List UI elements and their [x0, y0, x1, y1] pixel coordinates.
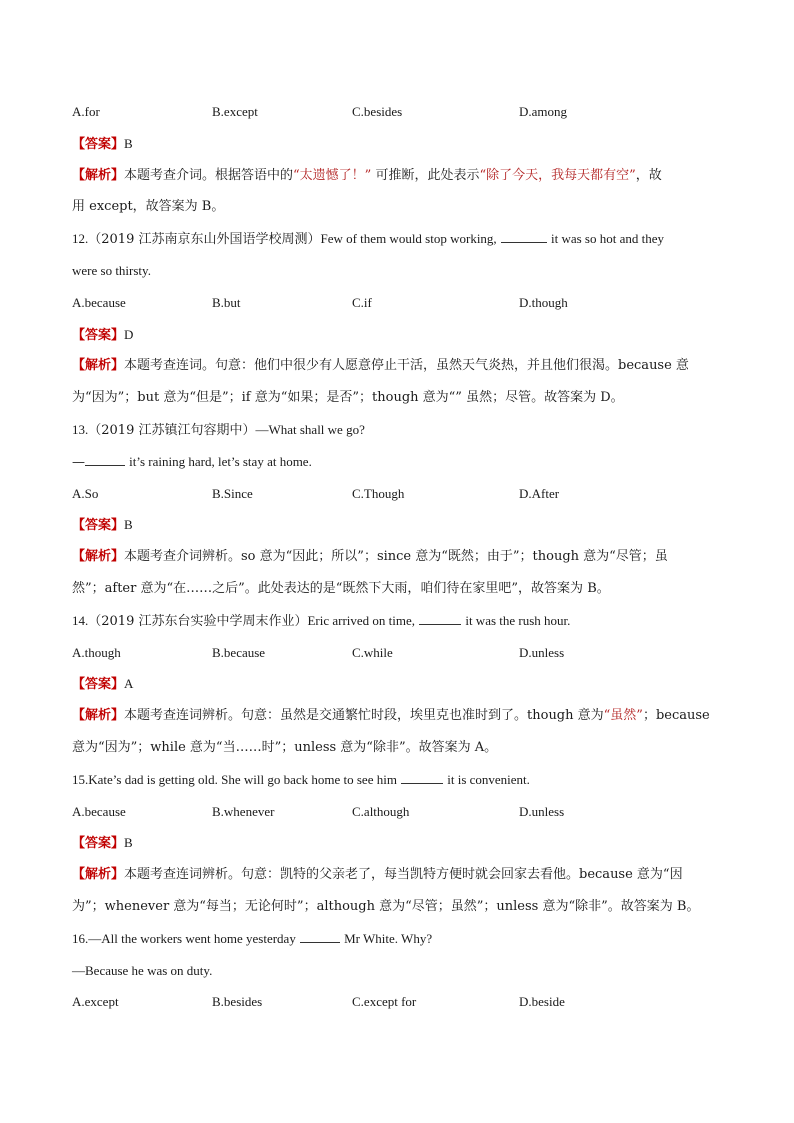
- answer-label: 【答案】: [72, 836, 125, 852]
- option-b: B.except: [212, 104, 258, 119]
- question-text: Few of them would stop working,: [320, 231, 497, 247]
- question-number: 16.: [72, 930, 89, 946]
- option-c: C.while: [352, 644, 393, 660]
- analysis-text: 本题考查介词辨析。so 意为“因此；所以”；since 意为“既然；由于”；though 意为“尽管；虽: [124, 549, 668, 565]
- question-line: [72, 605, 722, 637]
- question-number: 13.: [72, 421, 89, 437]
- answer-line: [72, 319, 722, 351]
- question-text: were so thirsty.: [72, 262, 151, 278]
- analysis-text: 为“因为”；but 意为“但是”；if 意为“如果；是否”；though 意为“” 虽然；尽管。故答案为 D。: [72, 390, 624, 406]
- option-a: A.because: [72, 294, 126, 310]
- question-source: （2019 江苏镇江句容期中）: [88, 422, 256, 438]
- analysis-text: 可推断，此处表示: [375, 167, 480, 183]
- analysis-highlight: “除了今天，我每天都有空”: [479, 167, 636, 183]
- answer-line: [72, 128, 722, 160]
- answer-blank: [85, 453, 125, 466]
- answer-line: [72, 827, 722, 859]
- option-d: D.unless: [519, 644, 565, 660]
- option-a: A.for: [72, 104, 100, 119]
- option-d: D.After: [519, 485, 560, 501]
- question-line: [72, 255, 722, 287]
- options-row: [72, 96, 722, 128]
- analysis-label: 【解析】: [72, 708, 125, 724]
- question-number: 12.: [72, 231, 89, 247]
- options-row: [72, 986, 722, 1018]
- analysis-line: [72, 160, 722, 192]
- question-source: （2019 江苏东台实验中学周末作业）: [88, 613, 308, 629]
- answer-blank: [300, 930, 340, 943]
- analysis-text: ；because: [642, 708, 710, 724]
- option-b: B.but: [212, 294, 241, 310]
- analysis-line: [72, 382, 722, 414]
- dash: —: [72, 454, 85, 470]
- answer-label: 【答案】: [72, 677, 125, 693]
- question-line: [72, 764, 722, 796]
- question-text: —What shall we go?: [255, 421, 365, 437]
- option-a: A.except: [72, 994, 119, 1010]
- question-text: it was the rush hour.: [465, 612, 571, 628]
- question-text: —Because he was on duty.: [72, 962, 213, 978]
- document-page: [72, 96, 722, 1018]
- answer-line: [72, 668, 722, 700]
- option-c: C.Though: [352, 485, 405, 501]
- analysis-label: 【解析】: [72, 867, 125, 883]
- question-text: Mr White. Why?: [344, 930, 433, 946]
- analysis-label: 【解析】: [72, 549, 125, 565]
- question-text: —All the workers went home yesterday: [88, 930, 296, 946]
- option-b: B.because: [212, 644, 266, 660]
- analysis-line: [72, 891, 722, 923]
- option-d: D.unless: [519, 803, 565, 819]
- options-row: [72, 637, 722, 669]
- answer-blank: [419, 612, 461, 625]
- analysis-line: [72, 191, 722, 223]
- analysis-highlight: “虽然”: [603, 708, 643, 724]
- answer-label: 【答案】: [72, 518, 125, 534]
- question-line: [72, 223, 722, 255]
- answer-label: 【答案】: [72, 327, 125, 343]
- option-b: B.whenever: [212, 803, 275, 819]
- option-c: C.although: [352, 803, 410, 819]
- analysis-text: 本题考查连词辨析。句意：凯特的父亲老了，每当凯特方便时就会回家去看他。because 意为“因: [124, 867, 683, 883]
- answer-value: B: [124, 835, 133, 851]
- analysis-line: [72, 859, 722, 891]
- question-text: Eric arrived on time,: [307, 612, 416, 628]
- answer-value: B: [124, 135, 133, 151]
- option-b: B.besides: [212, 994, 263, 1010]
- question-text: it was so hot and they: [550, 231, 664, 247]
- analysis-line: [72, 541, 722, 573]
- question-text: it’s raining hard, let’s stay at home.: [129, 453, 312, 469]
- analysis-line: [72, 700, 722, 732]
- question-number: 14.: [72, 612, 89, 628]
- question-line: [72, 955, 722, 987]
- option-a: A.though: [72, 644, 121, 660]
- answer-value: B: [124, 517, 133, 533]
- option-a: A.because: [72, 803, 126, 819]
- question-line: [72, 923, 722, 955]
- option-d: D.among: [519, 104, 568, 119]
- analysis-text: 意为“因为”；while 意为“当……时”；unless 意为“除非”。故答案为 A。: [72, 739, 498, 755]
- analysis-text: 本题考查连词。句意：他们中很少有人愿意停止干活，虽然天气炎热，并且他们很渴。because 意: [124, 358, 689, 374]
- analysis-text: 本题考查连词辨析。句意：虽然是交通繁忙时段，埃里克也准时到了。though 意为: [124, 708, 604, 724]
- option-c: C.if: [352, 294, 372, 310]
- option-c: C.except for: [352, 994, 417, 1010]
- analysis-highlight: “太遗憾了！”: [293, 167, 372, 183]
- question-text: Kate’s dad is getting old. She will go back home to see him: [88, 771, 397, 787]
- options-row: [72, 478, 722, 510]
- option-c: C.besides: [352, 104, 403, 119]
- options-row: [72, 287, 722, 319]
- option-d: D.though: [519, 294, 568, 310]
- options-row: [72, 796, 722, 828]
- question-number: 15.: [72, 771, 89, 787]
- question-source: （2019 江苏南京东山外国语学校周测）: [88, 232, 321, 248]
- analysis-label: 【解析】: [72, 358, 125, 374]
- answer-blank: [501, 230, 547, 243]
- answer-blank: [401, 771, 443, 784]
- analysis-label: 【解析】: [72, 167, 125, 183]
- answer-value: A: [124, 676, 134, 692]
- analysis-text: ，故: [635, 167, 662, 183]
- analysis-text: 本题考查介词。根据答语中的: [124, 167, 294, 183]
- question-text: it is convenient.: [447, 771, 530, 787]
- answer-label: 【答案】: [72, 136, 125, 152]
- analysis-text: 用 except，故答案为 B。: [72, 199, 225, 215]
- option-d: D.beside: [519, 994, 565, 1010]
- analysis-text: 然”；after 意为“在……之后”。此处表达的是“既然下大雨，咱们待在家里吧”，故答案为 B。: [72, 580, 610, 596]
- option-b: B.Since: [212, 485, 253, 501]
- answer-value: D: [124, 326, 134, 342]
- analysis-line: [72, 732, 722, 764]
- question-line: [72, 446, 722, 478]
- analysis-text: 为”；whenever 意为“每当；无论何时”；although 意为“尽管；虽然”；unless 意为“除非”。故答案为 B。: [72, 898, 700, 914]
- analysis-line: [72, 350, 722, 382]
- analysis-line: [72, 573, 722, 605]
- option-a: A.So: [72, 485, 99, 501]
- answer-line: [72, 509, 722, 541]
- question-line: [72, 414, 722, 446]
